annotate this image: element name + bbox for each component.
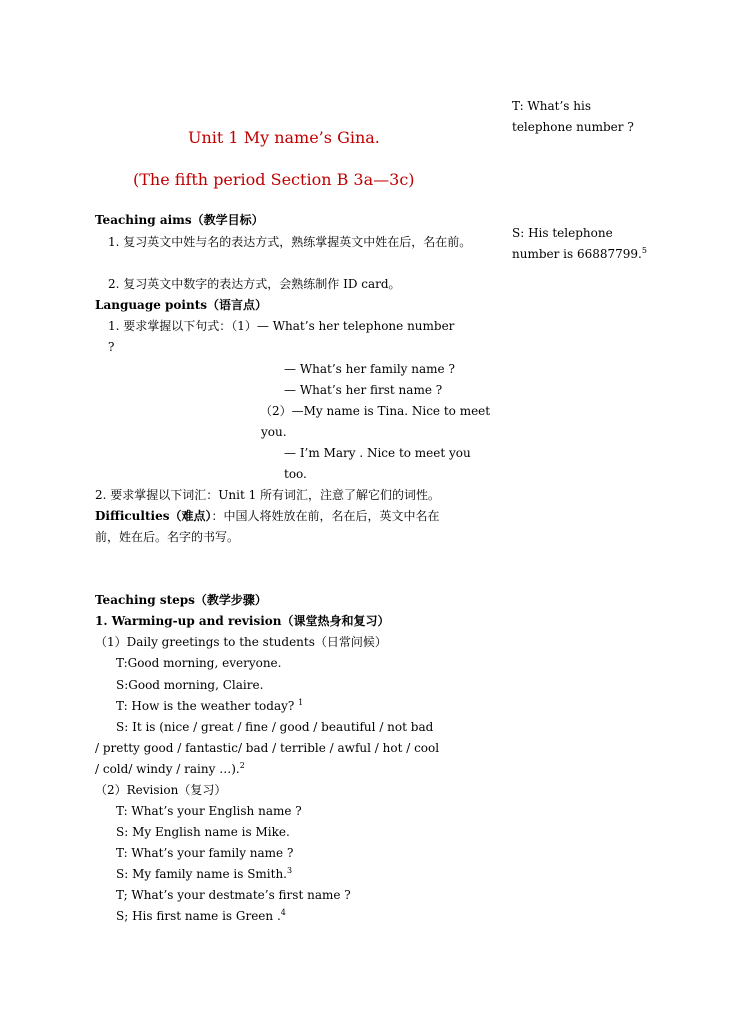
footnote-mark: 2 [239,761,245,770]
sidebar-answer-text: S: His telephone number is 66887799. [512,226,642,261]
footnote-mark: 3 [287,866,293,875]
difficulties-label: Difficulties（难点） [95,509,212,523]
teaching-aim-2: 2. 复习英文中数字的表达方式，会熟练制作 ID card。 [108,277,401,291]
dialogue-line: T: What’s your family name ? [116,846,294,860]
dialogue-line [116,696,303,717]
step-part-2: （2）Revision（复习） [95,783,227,797]
dialogue-line: T; What’s your destmate’s first name ? [116,888,351,902]
dialogue-line [116,864,292,885]
language-point-1: 1. 要求掌握以下句式：（1）— What’s her telephone number [108,319,455,333]
warming-up-heading: 1. Warming-up and revision（课堂热身和复习） [95,614,390,628]
difficulties-text: ：中国人将姓放在前，名在后，英文中名在 [211,509,440,523]
dialogue-line [116,906,286,927]
dialogue-line: T:Good morning, everyone. [116,656,282,670]
step-part-1: （1）Daily greetings to the students（日常问候） [95,635,387,649]
dialogue-text: S: My family name is Smith. [116,867,287,881]
dialogue-line: S: My English name is Mike. [116,825,290,839]
dialogue-text: / cold/ windy / rainy …). [95,762,240,776]
teaching-aims-heading: Teaching aims（教学目标） [95,213,264,227]
sentence-line: too. [284,467,307,481]
sentence-line: （2）—My name is Tina. Nice to meet [260,404,491,418]
dialogue-line [95,759,245,780]
sidebar-question: T: What’s his telephone number ? [512,99,634,134]
dialogue-text: S; His first name is Green . [116,909,281,923]
footnote-mark: 4 [280,908,286,917]
footnote-mark: 5 [641,246,647,255]
dialogue-line: S: It is (nice / great / fine / good / beautiful / not bad [116,720,434,734]
sentence-line: you. [261,425,287,439]
sentence-line: — What’s her family name ? [284,362,455,376]
teaching-steps-heading: Teaching steps（教学步骤） [95,593,267,607]
language-points-heading: Language points（语言点） [95,298,268,312]
dialogue-line: / pretty good / fantastic/ bad / terrible / awful / hot / cool [95,741,440,755]
sentence-line: — What’s her first name ? [284,383,443,397]
sentence-line: — I’m Mary . Nice to meet you [284,446,471,460]
dialogue-text: T: How is the weather today? [116,699,295,713]
difficulties-line [95,506,439,527]
lesson-subtitle: (The fifth period Section B 3a—3c) [133,170,415,189]
dialogue-line: S:Good morning, Claire. [116,678,264,692]
lesson-title: Unit 1 My name’s Gina. [188,128,380,147]
teaching-aim-1: 1. 复习英文中姓与名的表达方式，熟练掌握英文中姓在后，名在前。 [108,235,472,249]
sidebar-answer [512,223,652,265]
footnote-mark: 1 [298,698,304,707]
language-point-1-cont: ? [108,340,115,354]
dialogue-line: T: What’s your English name ? [116,804,302,818]
difficulties-text-cont: 前，姓在后。名字的书写。 [95,530,240,544]
language-point-2: 2. 要求掌握以下词汇：Unit 1 所有词汇，注意了解它们的词性。 [95,488,441,502]
